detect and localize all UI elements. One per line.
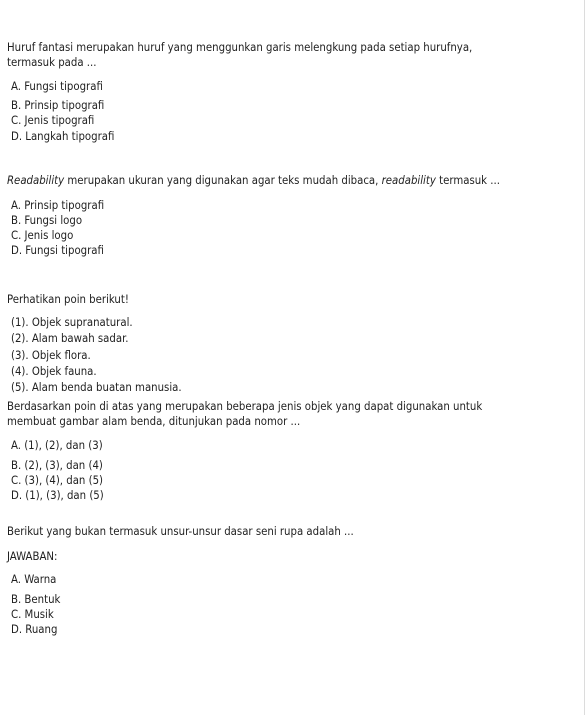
question-4-text: Berikut yang bukan termasuk unsur-unsur dasar seni rupa adalah ... (7, 525, 354, 538)
question-3-option-d[interactable]: D. (1), (3), dan (5) (11, 489, 104, 502)
question-2-text-end: termasuk ... (435, 174, 500, 187)
question-3-point-2: (2). Alam bawah sadar. (11, 332, 129, 345)
question-3-point-3: (3). Objek flora. (11, 349, 91, 362)
question-2-emphasis-2: readability (381, 174, 436, 187)
question-4-option-b[interactable]: B. Bentuk (11, 593, 61, 606)
question-1-option-a[interactable]: A. Fungsi tipografi (11, 80, 103, 93)
question-2-text (7, 173, 500, 188)
question-4-option-d[interactable]: D. Ruang (11, 623, 58, 636)
question-3-text: Berdasarkan poin di atas yang merupakan beberapa jenis objek yang dapat digunakan untuk membuat gambar alam benda, ditunjukan pada nomor ... (7, 400, 483, 428)
question-2-option-d[interactable]: D. Fungsi tipografi (11, 244, 104, 257)
question-3-point-4: (4). Objek fauna. (11, 365, 97, 378)
question-4-option-c[interactable]: C. Musik (11, 608, 54, 621)
question-4-option-a[interactable]: A. Warna (11, 573, 57, 586)
question-3-point-5: (5). Alam benda buatan manusia. (11, 381, 182, 394)
question-2-option-a[interactable]: A. Prinsip tipografi (11, 199, 105, 212)
question-2-text-middle: merupakan ukuran yang digunakan agar teks mudah dibaca, (64, 174, 382, 187)
answer-label: JAWABAN: (7, 550, 58, 563)
question-1-option-b[interactable]: B. Prinsip tipografi (11, 99, 105, 112)
question-3-intro: Perhatikan poin berikut! (7, 293, 129, 306)
question-2-option-c[interactable]: C. Jenis logo (11, 229, 74, 242)
question-2-option-b[interactable]: B. Fungsi logo (11, 214, 83, 227)
question-3-option-c[interactable]: C. (3), (4), dan (5) (11, 474, 104, 487)
question-3-option-a[interactable]: A. (1), (2), dan (3) (11, 439, 103, 452)
question-1-text: Huruf fantasi merupakan huruf yang menggunkan garis melengkung pada setiap hurufnya, termasuk pada ... (7, 41, 473, 69)
question-1-option-c[interactable]: C. Jenis tipografi (11, 114, 95, 127)
question-3-option-b[interactable]: B. (2), (3), dan (4) (11, 459, 103, 472)
question-3-point-1: (1). Objek supranatural. (11, 316, 133, 329)
page-right-border (584, 0, 585, 715)
question-2-emphasis-1: Readability (7, 174, 65, 187)
question-1-option-d[interactable]: D. Langkah tipografi (11, 130, 115, 143)
